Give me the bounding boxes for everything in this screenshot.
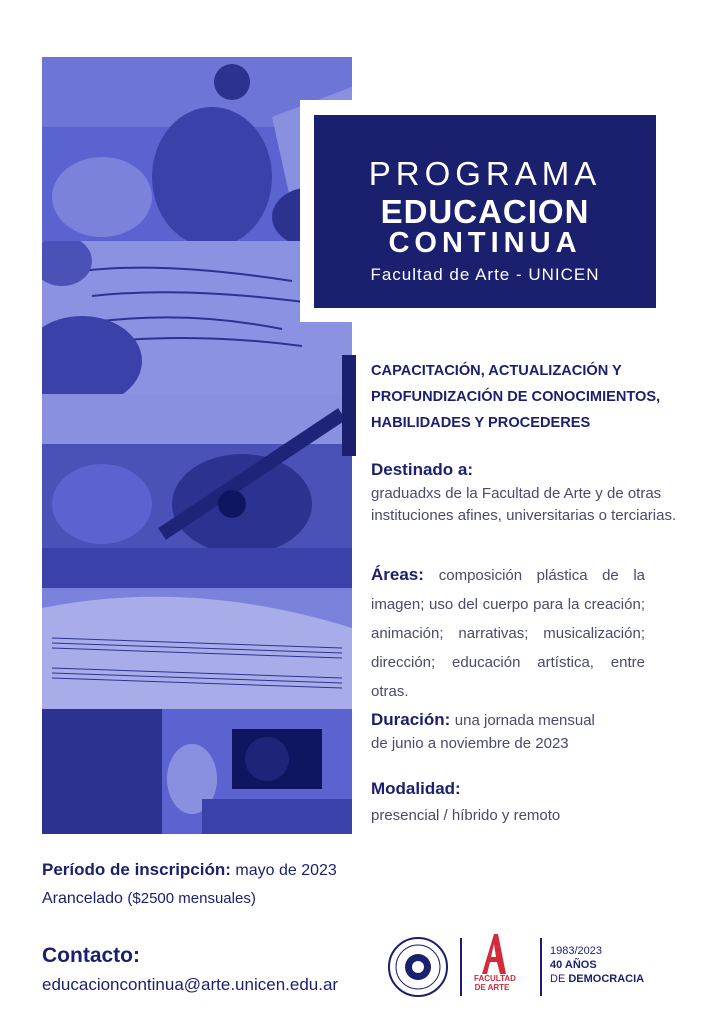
logo-divider-1: [460, 938, 462, 996]
facultad-arte-label: FACULTAD DE ARTE: [474, 974, 516, 992]
inscripcion-label: Período de inscripción:: [42, 860, 231, 879]
duracion-section: [371, 708, 701, 755]
facultad-arte-logo-icon: [478, 932, 508, 976]
title-educacion: EDUCACION: [380, 193, 590, 230]
duracion-text-2: de junio a noviembre de 2023: [371, 735, 569, 752]
accent-bar: [342, 355, 356, 456]
photo-camera: [42, 709, 352, 834]
contact-email[interactable]: educacioncontinua@arte.unicen.edu.ar: [42, 975, 339, 994]
areas-label: Áreas:: [371, 565, 424, 584]
logo-divider-2: [540, 938, 542, 996]
photo-guitar: [42, 394, 352, 548]
modalidad-section: [371, 776, 701, 824]
areas-section: [371, 560, 645, 706]
modalidad-text: presencial / híbrido y remoto: [371, 807, 561, 824]
headline: CAPACITACIÓN, ACTUALIZACIÓN Y PROFUNDIZACIÓN DE CONOCIMIENTOS, HABILIDADES Y PROCEDERES: [371, 363, 661, 431]
duracion-label: Duración:: [371, 710, 451, 729]
duracion-text-1: una jornada mensual: [454, 712, 595, 729]
destinado-text: graduadxs de la Facultad de Arte y de otras instituciones afines, universitarias o terciarias.: [371, 485, 677, 524]
democracia-years: 1983/2023: [550, 945, 602, 957]
title-programa: PROGRAMA: [368, 155, 602, 192]
contacto-heading: Contacto:: [42, 944, 140, 967]
democracia-logo: [550, 944, 644, 986]
photo-sheet-music: [42, 548, 352, 709]
title-facultad: Facultad de Arte - UNICEN: [370, 265, 600, 284]
arancel-row: [42, 890, 256, 908]
destinado-label: Destinado a:: [371, 460, 474, 479]
inscripcion-value: mayo de 2023: [235, 862, 337, 879]
title-continua: CONTINUA: [388, 227, 582, 259]
democracia-40: 40 AÑOS: [550, 959, 597, 971]
arancel-value: ($2500 mensuales): [127, 890, 256, 907]
democracia-de: DE: [550, 973, 566, 985]
areas-text: composición plástica de la imagen; uso del cuerpo para la creación; animación; narrativas; musicalización; dirección; educación artística, entre otras.: [371, 567, 645, 700]
arancel-label: Arancelado: [42, 890, 123, 907]
modalidad-label: Modalidad:: [371, 779, 461, 798]
logos-row: [386, 930, 676, 1000]
destinado-section: [371, 457, 701, 527]
democracia-word: DEMOCRACIA: [568, 973, 645, 985]
unicen-seal-icon: [386, 936, 450, 998]
program-title-box: [314, 115, 656, 308]
inscripcion-row: [42, 860, 337, 880]
